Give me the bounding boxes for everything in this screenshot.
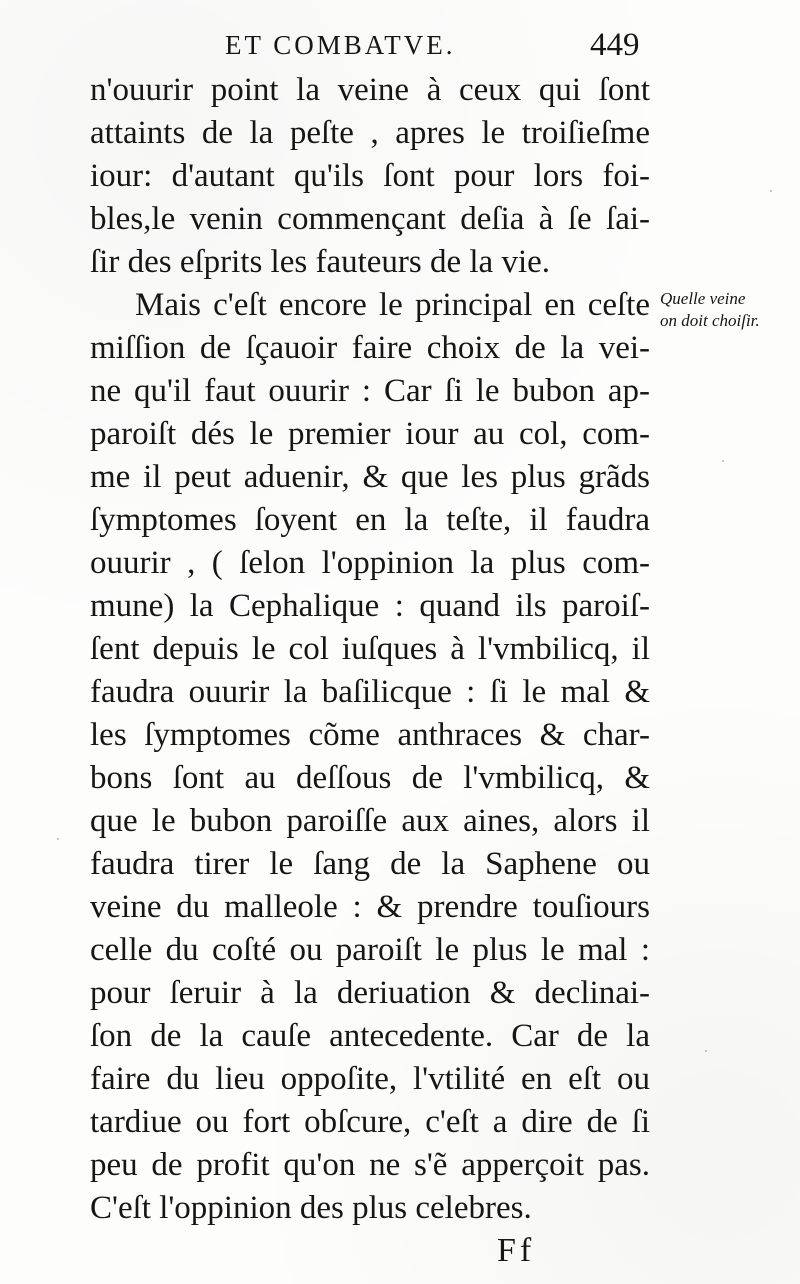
- text-line: celle du coſté ou paroiſt le plus le mal :: [90, 932, 650, 968]
- text-line: faudra ouurir la baſilicque : ſi le mal &: [90, 674, 650, 710]
- text-line: bons ſont au deſſous de l'vmbilicq, &: [90, 760, 650, 796]
- text-line: mune) la Cephalique : quand ils paroiſ-: [90, 588, 650, 624]
- text-line: les ſymptomes cõme anthraces & char-: [90, 717, 650, 753]
- text-line: n'ouurir point la veine à ceux qui ſont: [90, 72, 650, 108]
- text-line: ſir des eſprits les fauteurs de la vie.: [90, 244, 551, 280]
- running-title: ET COMBATVE.: [225, 30, 456, 60]
- paper-speck: [57, 838, 59, 840]
- margin-note-line: on doit choiſir.: [660, 311, 760, 330]
- text-line: paroiſt dés le premier iour au col, com-: [90, 416, 650, 452]
- text-line: tardiue ou fort obſcure, c'eſt a dire de ſi: [90, 1104, 650, 1140]
- text-line: me il peut aduenir, & que les plus grãds: [90, 459, 650, 495]
- text-line: iour: d'autant qu'ils ſont pour lors foi-: [90, 158, 650, 194]
- text-line: que le bubon paroiſſe aux aines, alors il: [90, 803, 650, 839]
- text-line: bles,le venin commençant deſia à ſe ſai-: [90, 201, 650, 237]
- page-number: 449: [590, 27, 640, 63]
- text-line: ſent depuis le col iuſques à l'vmbilicq, il: [90, 631, 650, 667]
- text-line: faudra tirer le ſang de la Saphene ou: [90, 846, 650, 882]
- text-line: miſſion de ſçauoir faire choix de la vei-: [90, 330, 650, 366]
- text-line: faire du lieu oppoſite, l'vtilité en eſt ou: [90, 1061, 650, 1097]
- text-line: peu de profit qu'on ne s'ẽ apperçoit pas.: [90, 1147, 650, 1183]
- paper-speck: [722, 460, 724, 462]
- text-line: ouurir , ( ſelon l'oppinion la plus com-: [90, 545, 650, 581]
- text-line: Mais c'eſt encore le principal en ceſte: [135, 287, 650, 323]
- text-line: ſymptomes ſoyent en la teſte, il faudra: [90, 502, 650, 538]
- text-line: attaints de la peſte , apres le troiſieſme: [90, 115, 650, 151]
- text-line: pour ſeruir à la deriuation & declinai-: [90, 975, 650, 1011]
- margin-note-line: Quelle veine: [660, 289, 746, 308]
- paper-speck: [770, 190, 772, 192]
- text-line: ſon de la cauſe antecedente. Car de la: [90, 1018, 650, 1054]
- text-line: ne qu'il faut ouurir : Car ſi le bubon ap-: [90, 373, 650, 409]
- text-line: veine du malleole : & prendre touſiours: [90, 889, 650, 925]
- signature-mark: Ff: [497, 1232, 536, 1269]
- text-line: C'eſt l'oppinion des plus celebres.: [90, 1190, 532, 1226]
- paper-speck: [705, 1050, 707, 1052]
